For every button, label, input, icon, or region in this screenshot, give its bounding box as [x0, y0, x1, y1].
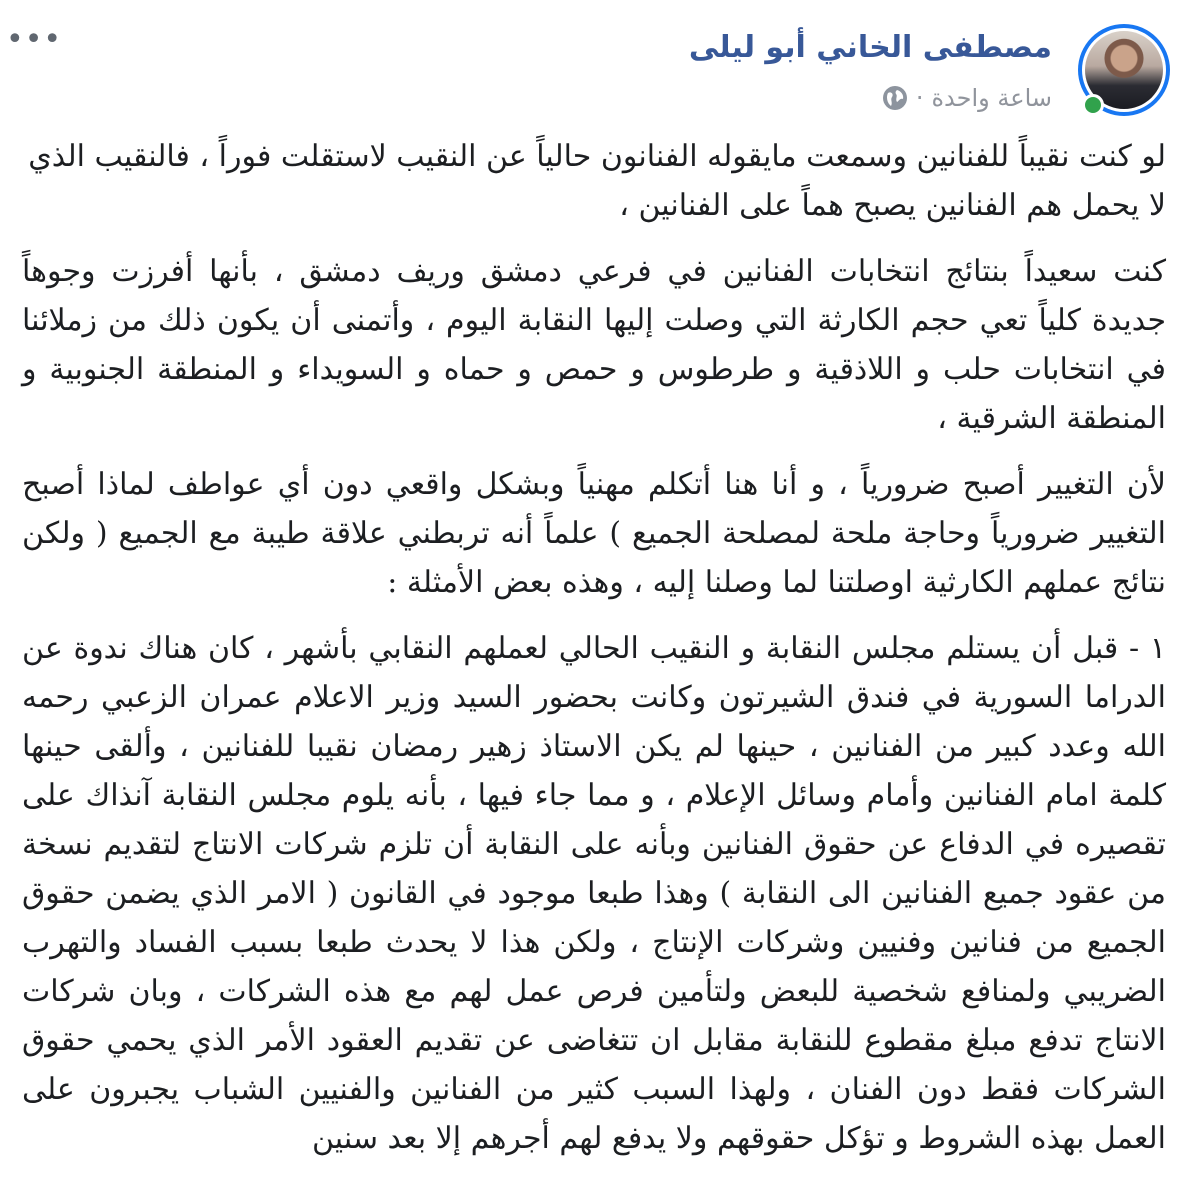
- online-status-dot: [1082, 94, 1104, 116]
- more-options-icon[interactable]: •••: [6, 22, 63, 57]
- post-paragraph: لو كنت نقيباً للفنانين وسمعت مايقوله الفنانون حالياً عن النقيب لاستقلت فوراً ، فالنقيب الذي لا يحمل هم الفنانين يصبح هماً على الفنانين ،: [28, 139, 1166, 223]
- post-text: [22, 132, 1166, 1180]
- meta-separator: ·: [915, 84, 924, 112]
- avatar[interactable]: [1078, 24, 1170, 116]
- globe-icon[interactable]: [882, 85, 908, 111]
- post-paragraph: لأن التغيير أصبح ضرورياً ، و أنا هنا أتكلم مهنياً وبشكل واقعي دون أي عواطف لماذا أصبح التغيير ضرورياً وحاجة ملحة لمصلحة الجميع ) علماً أنه تربطني علاقة طيبة مع الجميع ( ولكن نتائج عملهم الكارثية اوصلتنا لما وصلنا إليه ، وهذه بعض الأمثلة :: [22, 467, 1166, 600]
- post-meta: [882, 84, 1052, 112]
- post-paragraph: ١ - قبل أن يستلم مجلس النقابة و النقيب الحالي لعملهم النقابي بأشهر ، كان هناك ندوة عن الدراما السورية في فندق الشيرتون وكانت بحضور السيد وزير الاعلام عمران الزعبي رحمه الله وعدد كبير من الفنانين ، حينها لم يكن الاستاذ زهير رمضان نقيبا للفنانين ، وألقى حينها كلمة امام الفنانين وأمام وسائل الإعلام ، و مما جاء فيها ، بأنه يلوم مجلس النقابة آنذاك على تقصيره في الدفاع عن حقوق الفنانين وبأنه على النقابة أن تلزم شركات الانتاج لتقديم نسخة من عقود جميع الفنانين الى النقابة ) وهذا طبعا موجود في القانون ( الامر الذي يضمن حقوق الجميع من فنانين وفنيين وشركات الإنتاج ، ولكن هذا لا يحدث طبعا بسبب الفساد والتهرب الضريبي ولمنافع شخصية للبعض ولتأمين فرص عمل لهم مع هذه الشركات ، وبان شركات الانتاج تدفع مبلغ مقطوع للنقابة مقابل ان تتغاضى عن تقديم العقود الأمر الذي يحمي حقوق الشركات فقط دون الفنان ، ولهذا السبب كثير من الفنانين والفنيين الشباب يجبرون على العمل بهذه الشروط و تؤكل حقوقهم ولا يدفع لهم أجرهم إلا بعد سنين: [22, 631, 1166, 1156]
- post-paragraph: كنت سعيداً بنتائج انتخابات الفنانين في فرعي دمشق وريف دمشق ، بأنها أفرزت وجوهاً جديدة كلياً تعي حجم الكارثة التي وصلت إليها النقابة اليوم ، وأتمنى أن يكون ذلك من زملائنا في انتخابات حلب و اللاذقية و طرطوس و حمص و حماه و السويداء و المنطقة الجنوبية و المنطقة الشرقية ،: [22, 254, 1166, 436]
- post-timestamp[interactable]: ساعة واحدة: [931, 84, 1052, 112]
- author-name-link[interactable]: مصطفى الخاني أبو ليلى: [688, 30, 1052, 65]
